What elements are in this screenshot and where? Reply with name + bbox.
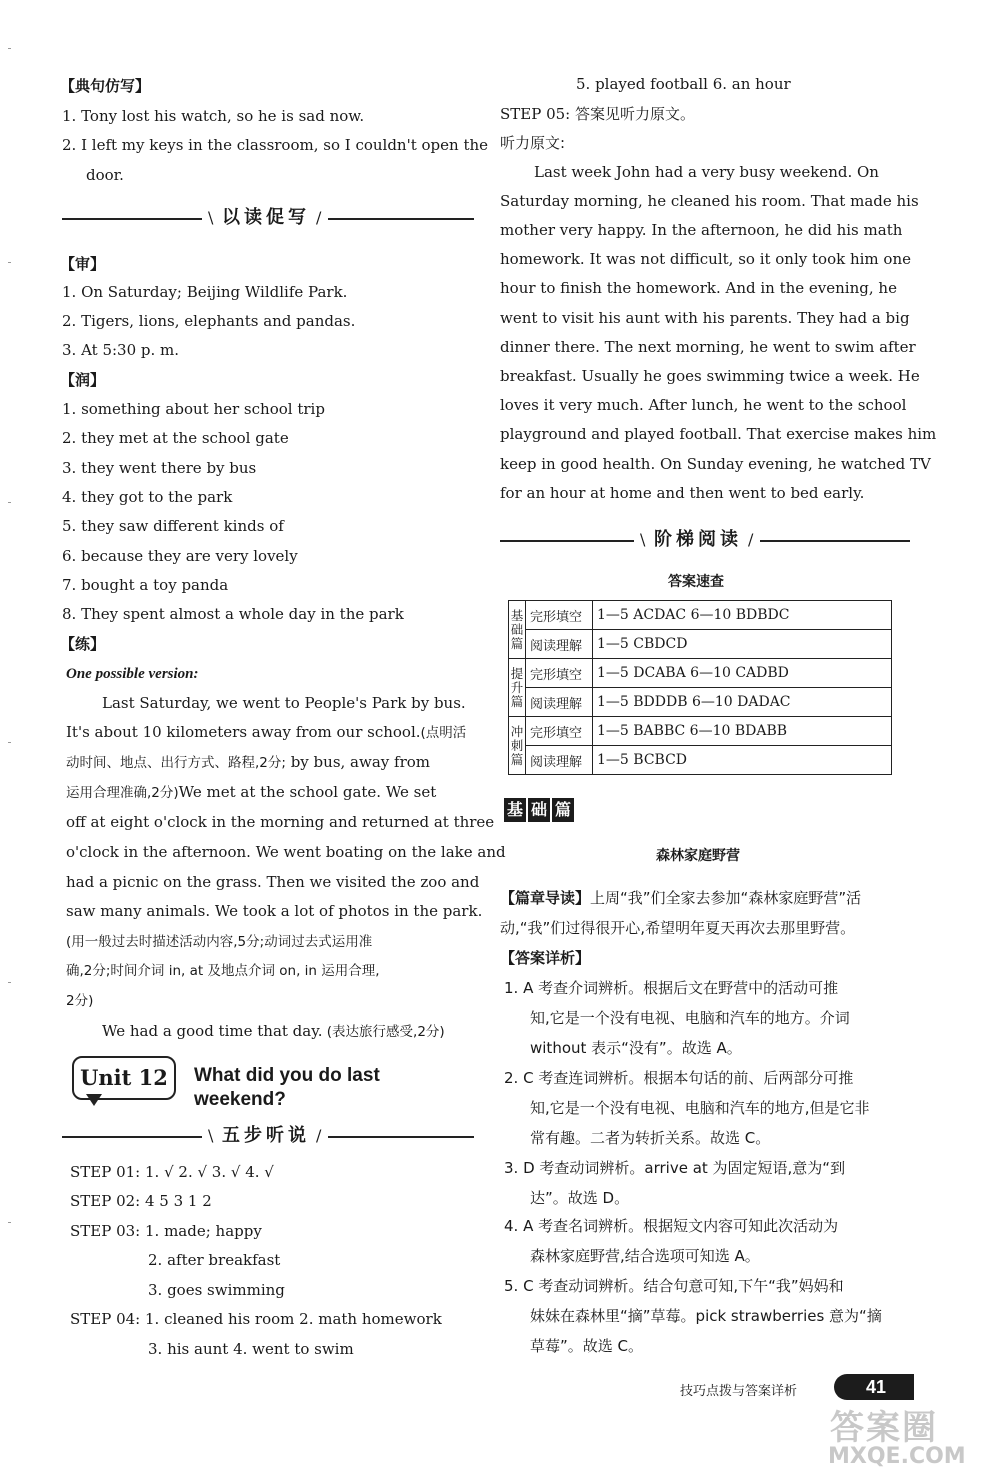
essay-note: 确,2分;时间介词 in, at 及地点介词 on, in 运用合理, — [66, 963, 380, 979]
footer-label: 技巧点拨与答案详析 — [680, 1384, 798, 1399]
type-cell: 阅读理解 — [526, 630, 593, 659]
step-line: 2. after breakfast — [148, 1251, 281, 1269]
detail-line: 常有趣。二者为转折关系。故选 C。 — [530, 1129, 771, 1147]
table-row — [509, 659, 892, 688]
shen-item: 3. At 5:30 p. m. — [62, 341, 180, 359]
section-title: 以读促写 — [222, 207, 310, 228]
detail-line: 森林家庭野营,结合选项可知选 A。 — [530, 1247, 760, 1265]
listening-line: went to visit his aunt with his parents. They had a big — [500, 309, 910, 327]
version-colon: : — [193, 666, 199, 682]
detail-line: 达”。故选 D。 — [530, 1189, 630, 1207]
typical-item: 2. I left my keys in the classroom, so I couldn't open the — [62, 136, 489, 154]
run-item: 8. They spent almost a whole day in the park — [62, 605, 404, 623]
margin-tick — [8, 1222, 11, 1223]
essay-line: saw many animals. We took a lot of photos in the park. — [66, 902, 483, 920]
type-cell: 完形填空 — [526, 717, 593, 746]
run-item: 7. bought a toy panda — [62, 576, 229, 594]
step-line: STEP 02: 4 5 3 1 2 — [70, 1192, 212, 1210]
run-heading: 【润】 — [60, 371, 106, 389]
detail-line: 知,它是一个没有电视、电脑和汽车的地方。介词 — [530, 1009, 850, 1027]
shen-heading: 【审】 — [60, 255, 106, 273]
step05-line: STEP 05: 答案见听力原文。 — [500, 105, 696, 123]
detail-line: 5. C 考查动词辨析。结合句意可知,下午“我”妈妈和 — [504, 1277, 844, 1295]
page-number: 41 — [866, 1377, 887, 1397]
unit-badge: Unit 12 — [72, 1056, 176, 1100]
detail-line: without 表示“没有”。故选 A。 — [530, 1039, 742, 1057]
intro-line: 【篇章导读】上周“我”们全家去参加“森林家庭野营”活 — [500, 889, 862, 907]
lian-heading: 【练】 — [60, 635, 106, 653]
watermark-url: MXQE.COM — [828, 1444, 966, 1469]
listening-line: loves it very much. After lunch, he went to the school — [500, 396, 907, 414]
essay-line: We had a good time that day. (表达旅行感受,2分) — [102, 1022, 445, 1040]
essay-line: off at eight o'clock in the morning and returned at three — [66, 813, 495, 831]
step-line: STEP 04: 1. cleaned his room 2. math homework — [70, 1310, 442, 1328]
run-item: 5. they saw different kinds of — [62, 517, 284, 535]
run-item: 3. they went there by bus — [62, 459, 257, 477]
type-cell: 阅读理解 — [526, 746, 593, 775]
level-badge: 基 础 篇 — [504, 798, 574, 824]
listening-line: playground and played football. That exercise makes him — [500, 425, 937, 443]
listening-heading: 听力原文: — [500, 134, 566, 152]
essay-line: o'clock in the afternoon. We went boating on the lake and — [66, 843, 506, 861]
type-cell: 完形填空 — [526, 659, 593, 688]
essay-line: 动时间、地点、出行方式、路程,2分; by bus, away from — [66, 753, 430, 771]
essay-note: 2分) — [66, 993, 94, 1009]
detail-line: 4. A 考查名词辨析。根据短文内容可知此次活动为 — [504, 1217, 839, 1235]
listening-line: Saturday morning, he cleaned his room. That made his — [500, 192, 919, 210]
answer-cell: 1—5 BABBC 6—10 BDABB — [593, 717, 892, 746]
intro-line: 动,“我”们过得很开心,希望明年夏天再次去那里野营。 — [500, 919, 856, 937]
type-cell: 阅读理解 — [526, 688, 593, 717]
section-header: \ 五步听说 / — [62, 1124, 474, 1148]
typical-item: 1. Tony lost his watch, so he is sad now. — [62, 107, 365, 125]
answer-cell: 1—5 CBDCD — [593, 630, 892, 659]
detail-heading: 【答案详析】 — [500, 949, 591, 967]
run-item: 4. they got to the park — [62, 488, 233, 506]
detail-line: 知,它是一个没有电视、电脑和汽车的地方,但是它非 — [530, 1099, 870, 1117]
answer-cell: 1—5 BDDDB 6—10 DADAC — [593, 688, 892, 717]
listening-line: breakfast. Usually he goes swimming twice a week. He — [500, 367, 920, 385]
answer-cell: 1—5 ACDAC 6—10 BDBDC — [593, 601, 892, 630]
margin-tick — [8, 742, 11, 743]
watermark-text: 答案圈 — [830, 1408, 938, 1448]
version-label: One possible version — [66, 666, 194, 682]
step-line: 3. goes swimming — [148, 1281, 285, 1299]
typical-item: door. — [86, 166, 124, 184]
shen-item: 1. On Saturday; Beijing Wildlife Park. — [62, 283, 348, 301]
shen-item: 2. Tigers, lions, elephants and pandas. — [62, 312, 356, 330]
table-row — [509, 601, 892, 630]
step04-cont: 5. played football 6. an hour — [576, 75, 791, 93]
unit-title: What did you do last weekend? — [194, 1065, 380, 1110]
detail-line: 1. A 考查介词辨析。根据后文在野营中的活动可推 — [504, 979, 839, 997]
essay-note: (用一般过去时描述活动内容,5分;动词过去式运用准 — [66, 934, 373, 950]
unit-badge-tail — [86, 1094, 102, 1106]
detail-line: 3. D 考查动词辨析。arrive at 为固定短语,意为“到 — [504, 1159, 846, 1177]
watermark — [820, 1400, 995, 1470]
story-title: 森林家庭野营 — [656, 848, 740, 864]
run-item: 6. because they are very lovely — [62, 547, 298, 565]
listening-line: hour to finish the homework. And in the evening, he — [500, 279, 897, 297]
group-label: 提升篇 — [509, 659, 526, 717]
table-row — [509, 717, 892, 746]
section-header: \ 以读促写 / — [62, 206, 474, 230]
section-header: \ 阶梯阅读 / — [500, 528, 910, 552]
listening-line: Last week John had a very busy weekend. On — [534, 163, 879, 181]
essay-line: 运用合理准确,2分)We met at the school gate. We set — [66, 783, 437, 801]
answer-table — [508, 600, 892, 775]
listening-line: keep in good health. On Sunday evening, he watched TV — [500, 455, 931, 473]
type-cell: 完形填空 — [526, 601, 593, 630]
step-line: STEP 03: 1. made; happy — [70, 1222, 262, 1240]
group-label: 基础篇 — [509, 601, 526, 659]
margin-tick — [8, 982, 11, 983]
detail-line: 妹妹在森林里“摘”草莓。pick strawberries 意为“摘 — [530, 1307, 882, 1325]
listening-line: dinner there. The next morning, he went to swim after — [500, 338, 916, 356]
table-row — [509, 746, 892, 775]
margin-tick — [8, 48, 11, 49]
listening-line: homework. It was not difficult, so it only took him one — [500, 250, 911, 268]
run-item: 1. something about her school trip — [62, 400, 325, 418]
essay-line: It's about 10 kilometers away from our school.(点明活 — [66, 723, 467, 741]
section-title: 阶梯阅读 — [654, 529, 742, 550]
margin-tick — [8, 262, 11, 263]
listening-line: mother very happy. In the afternoon, he did his math — [500, 221, 903, 239]
essay-line: had a picnic on the grass. Then we visited the zoo and — [66, 873, 480, 891]
quick-answer-title: 答案速查 — [668, 574, 724, 590]
margin-tick — [8, 502, 11, 503]
group-label: 冲刺篇 — [509, 717, 526, 775]
step-line: 3. his aunt 4. went to swim — [148, 1340, 354, 1358]
run-item: 2. they met at the school gate — [62, 429, 289, 447]
detail-line: 草莓”。故选 C。 — [530, 1337, 644, 1355]
step-line: STEP 01: 1. √ 2. √ 3. √ 4. √ — [70, 1163, 274, 1181]
table-row — [509, 630, 892, 659]
section-title: 五步听说 — [222, 1125, 310, 1146]
listening-line: for an hour at home and then went to bed early. — [500, 484, 865, 502]
detail-line: 2. C 考查连词辨析。根据本句话的前、后两部分可推 — [504, 1069, 854, 1087]
answer-cell: 1—5 DCABA 6—10 CADBD — [593, 659, 892, 688]
essay-line: Last Saturday, we went to People's Park by bus. — [102, 694, 466, 712]
answer-cell: 1—5 BCBCD — [593, 746, 892, 775]
typical-heading: 【典句仿写】 — [60, 77, 151, 95]
table-row — [509, 688, 892, 717]
